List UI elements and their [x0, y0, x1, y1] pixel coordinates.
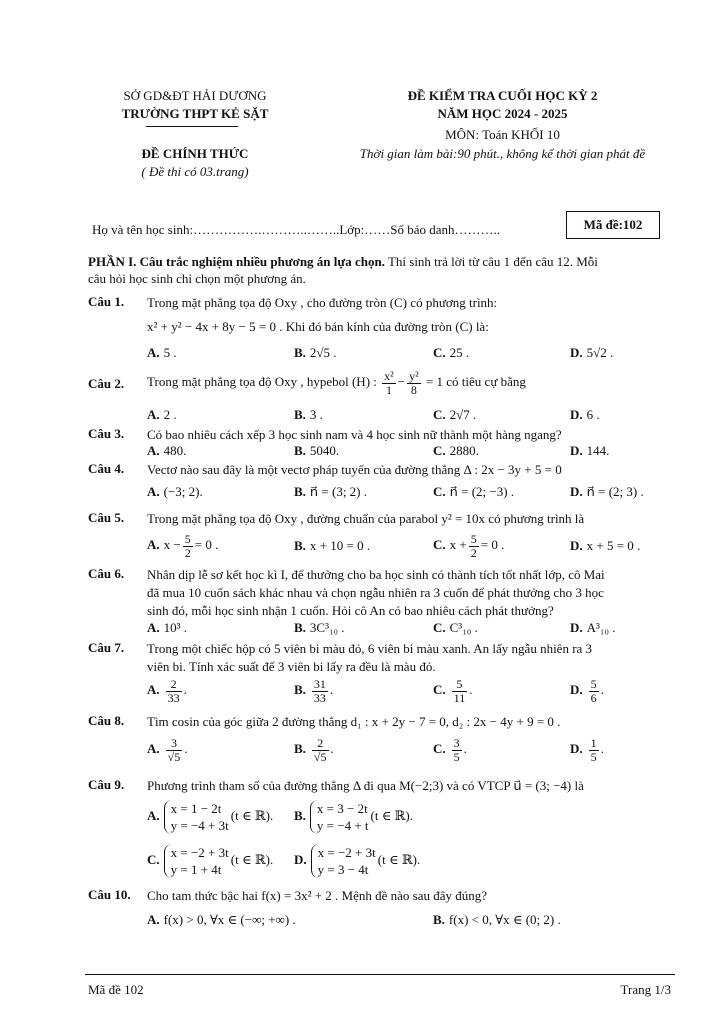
q2-label: Câu 2.: [88, 376, 125, 391]
option-text: f(x) < 0, ∀x ∈ (0; 2) .: [448, 912, 561, 927]
option-text: C³₁₀ .: [449, 620, 478, 635]
q4-option-c[interactable]: [433, 484, 514, 500]
option-letter: A.: [147, 912, 160, 927]
q7-option-d[interactable]: D. $\frac{5}{6}$ .: [570, 676, 604, 705]
footer-exam-code: Mã đề 102: [88, 982, 144, 997]
q2-text: Trong mặt phẳng tọa độ Oxy , hypebol (H) : $\frac{\text{x²}}{1}$ − $\frac{\text{y²}}{8}$ = 1 có tiêu cự bằng: [147, 368, 526, 397]
q5-fraction-c: [469, 533, 479, 560]
option-letter: B.: [433, 912, 445, 927]
frac-den: √5: [167, 749, 181, 764]
param-text: (t ∈ ℝ).: [230, 852, 274, 867]
school-underline: [146, 126, 238, 127]
q5-option-a[interactable]: [147, 530, 218, 560]
option-letter: A.: [147, 808, 160, 823]
system-line: y = 3 − 4t: [317, 862, 369, 878]
option-text: 25 .: [449, 345, 470, 360]
q2-fraction-x: [382, 370, 396, 397]
option-letter: D.: [570, 484, 583, 499]
footer-divider: [85, 974, 675, 975]
frac-num: 5: [184, 531, 191, 546]
option-letter: C.: [433, 345, 446, 360]
q9-system-b: [310, 800, 369, 834]
frac-num: 5: [470, 531, 477, 546]
frac-den: 6: [590, 690, 597, 705]
q9-option-d[interactable]: [294, 842, 420, 878]
frac-den: 2: [470, 545, 477, 560]
q9-option-b[interactable]: [294, 798, 413, 834]
option-text: x +: [449, 537, 467, 552]
q5-option-c[interactable]: [433, 530, 504, 560]
system-line: x = 1 − 2t: [170, 801, 222, 817]
q8-option-b[interactable]: B. $\frac{2}{√5}$ .: [294, 735, 334, 764]
option-letter: B.: [294, 345, 306, 360]
q3-option-b[interactable]: [294, 443, 339, 459]
q2-option-b[interactable]: [294, 407, 323, 423]
option-text: x −: [163, 537, 181, 552]
q7-option-a[interactable]: A. $\frac{2}{33}$ .: [147, 676, 187, 705]
option-letter: C.: [433, 484, 446, 499]
option-letter: D.: [570, 407, 583, 422]
q7-option-b[interactable]: B. $\frac{31}{33}$ .: [294, 676, 334, 705]
frac-den: √5: [313, 749, 327, 764]
q9-label: Câu 9.: [88, 777, 125, 792]
option-letter: A.: [147, 345, 160, 360]
q10-label: Câu 10.: [88, 887, 131, 902]
q8-option-d[interactable]: D. $\frac{1}{5}$ .: [570, 735, 604, 764]
option-text: n⃗ = (2; 3) .: [586, 484, 644, 499]
q9-option-a[interactable]: [147, 798, 273, 834]
option-text: 5040.: [309, 443, 340, 458]
frac-num: 2: [166, 678, 182, 692]
q9-option-c[interactable]: [147, 842, 273, 878]
option-letter: B.: [294, 538, 306, 553]
subject: MÔN: Toán KHỐI 10: [445, 127, 560, 142]
option-letter: B.: [294, 741, 306, 756]
option-letter: C.: [433, 741, 446, 756]
option-letter: C.: [433, 443, 446, 458]
q2-option-a[interactable]: [147, 407, 177, 423]
option-letter: D.: [294, 852, 307, 867]
option-text: (−3; 2).: [163, 484, 203, 499]
option-text: 3C³₁₀ .: [309, 620, 345, 635]
q8-fraction-c: [452, 737, 462, 764]
q3-label: Câu 3.: [88, 426, 125, 441]
frac-num: 5: [590, 676, 597, 691]
q2-option-c[interactable]: [433, 407, 476, 423]
option-letter: B.: [294, 808, 306, 823]
q1-option-a[interactable]: [147, 345, 177, 361]
q9-system-a: [164, 800, 229, 834]
option-text: x + 10 = 0 .: [309, 538, 371, 553]
option-letter: C.: [433, 407, 446, 422]
q1-text: Trong mặt phẳng tọa độ Oxy , cho đường tròn (C) có phương trình:: [147, 295, 498, 310]
option-text: n⃗ = (2; −3) .: [449, 484, 515, 499]
option-text: 2√5 .: [309, 345, 337, 360]
q7-option-c[interactable]: C. $\frac{5}{11}$ .: [433, 676, 473, 705]
system-line: x = −2 + 3t: [317, 845, 376, 861]
frac-den: 33: [313, 690, 326, 705]
option-text: 2 .: [163, 407, 177, 422]
q5-label: Câu 5.: [88, 510, 125, 525]
q2-text-b: = 1 có tiêu cự bằng: [425, 374, 526, 389]
option-letter: D.: [570, 682, 583, 697]
option-text-end: = 0 .: [480, 537, 505, 552]
q6-option-b[interactable]: [294, 620, 345, 636]
q3-text: Có bao nhiêu cách xếp 3 học sinh nam và 4 học sinh nữ thành một hàng ngang?: [147, 427, 562, 442]
official-label: ĐỀ CHÍNH THỨC: [141, 146, 249, 161]
exam-code-box: Mã đề:102: [566, 211, 660, 239]
option-letter: B.: [294, 407, 306, 422]
q8-fraction-a: [166, 737, 183, 764]
frac-den: 11: [453, 690, 466, 705]
frac-num: 3: [453, 735, 460, 750]
q2-fraction-y: [407, 370, 421, 397]
frac-num: 2: [312, 737, 329, 751]
school-year: NĂM HỌC 2024 - 2025: [437, 106, 568, 121]
frac-num: x²: [384, 368, 394, 383]
part1-instruction-2: câu hỏi học sinh chỉ chọn một phương án.: [88, 271, 306, 286]
time-note: Thời gian làm bài:90 phút., không kể thời gian phát đề: [359, 146, 646, 161]
part1-instruction: Thí sinh trả lời từ câu 1 đến câu 12. Mỗi: [384, 254, 598, 269]
footer-page-number: Trang 1/3: [620, 982, 671, 997]
option-text: A³₁₀ .: [586, 620, 616, 635]
option-text: n⃗ = (3; 2) .: [309, 484, 368, 499]
frac-num: 31: [313, 676, 326, 691]
option-letter: A.: [147, 537, 160, 552]
part1-heading: [88, 253, 671, 271]
q1-label: Câu 1.: [88, 294, 125, 309]
param-text: (t ∈ ℝ).: [377, 852, 421, 867]
q8-fraction-b: [312, 737, 329, 764]
q6-option-a[interactable]: [147, 620, 187, 636]
option-letter: D.: [570, 741, 583, 756]
q1-text-2: x² + y² − 4x + 8y − 5 = 0 . Khi đó bán kính của đường tròn (C) là:: [147, 319, 489, 334]
q3-option-d[interactable]: [570, 443, 609, 459]
q4-label: Câu 4.: [88, 461, 125, 476]
option-text-end: = 0 .: [194, 537, 219, 552]
q5-option-d[interactable]: [570, 538, 640, 554]
q7-label: Câu 7.: [88, 640, 125, 655]
option-letter: D.: [570, 538, 583, 553]
option-letter: B.: [294, 682, 306, 697]
q9-system-c: [164, 844, 229, 878]
option-text: 10³ .: [163, 620, 188, 635]
frac-num: 5: [452, 678, 468, 692]
q1-option-b[interactable]: [294, 345, 337, 361]
q5-fraction-a: [183, 533, 193, 560]
q2-text-a: Trong mặt phẳng tọa độ Oxy , hypebol (H) :: [147, 374, 377, 389]
q8-text: Tìm cosin của góc giữa 2 đường thẳng d₁ : x + 2y − 7 = 0, d₂ : 2x − 4y + 9 = 0 .: [147, 714, 561, 729]
system-line: y = 1 + 4t: [170, 862, 222, 878]
option-letter: C.: [433, 682, 446, 697]
q6-option-d[interactable]: [570, 620, 616, 636]
q7-fraction-c: [452, 678, 468, 705]
q9-system-d: [311, 844, 376, 878]
q10-text: Cho tam thức bậc hai f(x) = 3x² + 2 . Mệnh đề nào sau đây đúng?: [147, 888, 488, 903]
option-letter: A.: [147, 682, 160, 697]
q7-fraction-a: [166, 678, 182, 705]
option-letter: A.: [147, 741, 160, 756]
q1-option-d[interactable]: [570, 345, 613, 361]
option-letter: A.: [147, 443, 160, 458]
q1-option-c[interactable]: [433, 345, 469, 361]
pages-note: ( Đề thi có 03.trang): [141, 164, 249, 179]
option-letter: C.: [433, 620, 446, 635]
frac-num: 1: [590, 735, 597, 750]
q4-option-a[interactable]: [147, 484, 203, 500]
frac-num: y²: [409, 368, 419, 383]
option-text: 6 .: [586, 407, 600, 422]
option-text: 2√7 .: [449, 407, 477, 422]
option-text: 144.: [586, 443, 610, 458]
q3-option-c[interactable]: [433, 443, 479, 459]
option-text: 480.: [163, 443, 187, 458]
q2-option-d[interactable]: [570, 407, 600, 423]
q8-label: Câu 8.: [88, 713, 125, 728]
q8-option-a[interactable]: A. $\frac{3}{√5}$ .: [147, 735, 188, 764]
frac-den: 8: [410, 382, 417, 397]
q3-option-a[interactable]: [147, 443, 186, 459]
option-letter: B.: [294, 443, 306, 458]
exam-title: ĐỀ KIỂM TRA CUỐI HỌC KỲ 2: [407, 88, 598, 103]
option-letter: D.: [570, 620, 583, 635]
q4-option-d[interactable]: [570, 484, 644, 500]
q7-text: Trong một chiếc hộp có 5 viên bi màu đỏ, 6 viên bi màu xanh. An lấy ngẫu nhiên ra 3: [147, 641, 593, 656]
option-letter: A.: [147, 620, 160, 635]
option-letter: D.: [570, 345, 583, 360]
student-info-line: Họ và tên học sinh:…………….………..……..Lớp:……Số báo danh………..: [92, 222, 501, 237]
option-letter: C.: [433, 537, 446, 552]
q9-text: Phương trình tham số của đường thẳng Δ đi qua M(−2;3) và có VTCP u⃗ = (3; −4) là: [147, 778, 584, 793]
q10-option-a[interactable]: [147, 912, 296, 928]
frac-den: 5: [453, 749, 460, 764]
frac-num: 3: [166, 737, 183, 751]
option-text: 2880.: [449, 443, 479, 458]
q6-option-c[interactable]: [433, 620, 478, 636]
q7-fraction-d: [589, 678, 599, 705]
q4-text: Vectơ nào sau đây là một vectơ pháp tuyến của đường thẳng Δ : 2x − 3y + 5 = 0: [147, 462, 562, 477]
q5-option-b[interactable]: [294, 538, 370, 554]
frac-den: 2: [184, 545, 191, 560]
option-letter: A.: [147, 484, 160, 499]
q8-option-c[interactable]: C. $\frac{3}{5}$ .: [433, 735, 467, 764]
q7-text-2: viên bi. Tính xác suất để 3 viên bi lấy ra đều là màu đỏ.: [147, 659, 436, 674]
system-line: y = −4 + t: [316, 818, 369, 834]
option-text: 5√2 .: [586, 345, 614, 360]
frac-den: 5: [590, 749, 597, 764]
param-text: (t ∈ ℝ).: [370, 808, 413, 823]
option-letter: D.: [570, 443, 583, 458]
q5-text: Trong mặt phẳng tọa độ Oxy , đường chuẩn của parabol y² = 10x có phương trình là: [147, 511, 585, 526]
q6-text-3: sinh đó, mỗi học sinh nhận 1 cuốn. Hỏi cô An có bao nhiêu cách phát thưởng?: [147, 603, 554, 618]
system-line: y = −4 + 3t: [170, 818, 229, 834]
q6-text-2: đã mua 10 cuốn sách khác nhau và chọn ngẫu nhiên ra 3 cuốn để phát thưởng cho 3 học: [147, 585, 604, 600]
option-letter: B.: [294, 484, 306, 499]
option-text: 5 .: [163, 345, 177, 360]
option-text: x + 5 = 0 .: [586, 538, 641, 553]
q6-label: Câu 6.: [88, 566, 125, 581]
q10-option-b[interactable]: [433, 912, 561, 928]
q8-fraction-d: [589, 737, 599, 764]
q7-fraction-b: [312, 678, 328, 705]
school-name: TRƯỜNG THPT KẺ SẶT: [121, 106, 269, 121]
option-letter: A.: [147, 407, 160, 422]
option-letter: B.: [294, 620, 306, 635]
frac-den: 33: [167, 690, 180, 705]
option-text: 3 .: [309, 407, 323, 422]
option-text: f(x) > 0, ∀x ∈ (−∞; +∞) .: [163, 912, 296, 927]
dept-name: SỞ GD&ĐT HẢI DƯƠNG: [123, 88, 267, 103]
part1-title: PHẦN I. Câu trắc nghiệm nhiều phương án lựa chọn.: [88, 254, 385, 269]
system-line: x = −2 + 3t: [170, 845, 229, 861]
q6-text: Nhân dịp lễ sơ kết học kì I, để thưởng cho ba học sinh có thành tích tốt nhất lớp, cô Mai: [147, 567, 605, 582]
param-text: (t ∈ ℝ).: [230, 808, 274, 823]
frac-den: 1: [385, 382, 392, 397]
system-line: x = 3 − 2t: [316, 801, 368, 817]
q4-option-b[interactable]: [294, 484, 367, 500]
option-letter: C.: [147, 852, 160, 867]
